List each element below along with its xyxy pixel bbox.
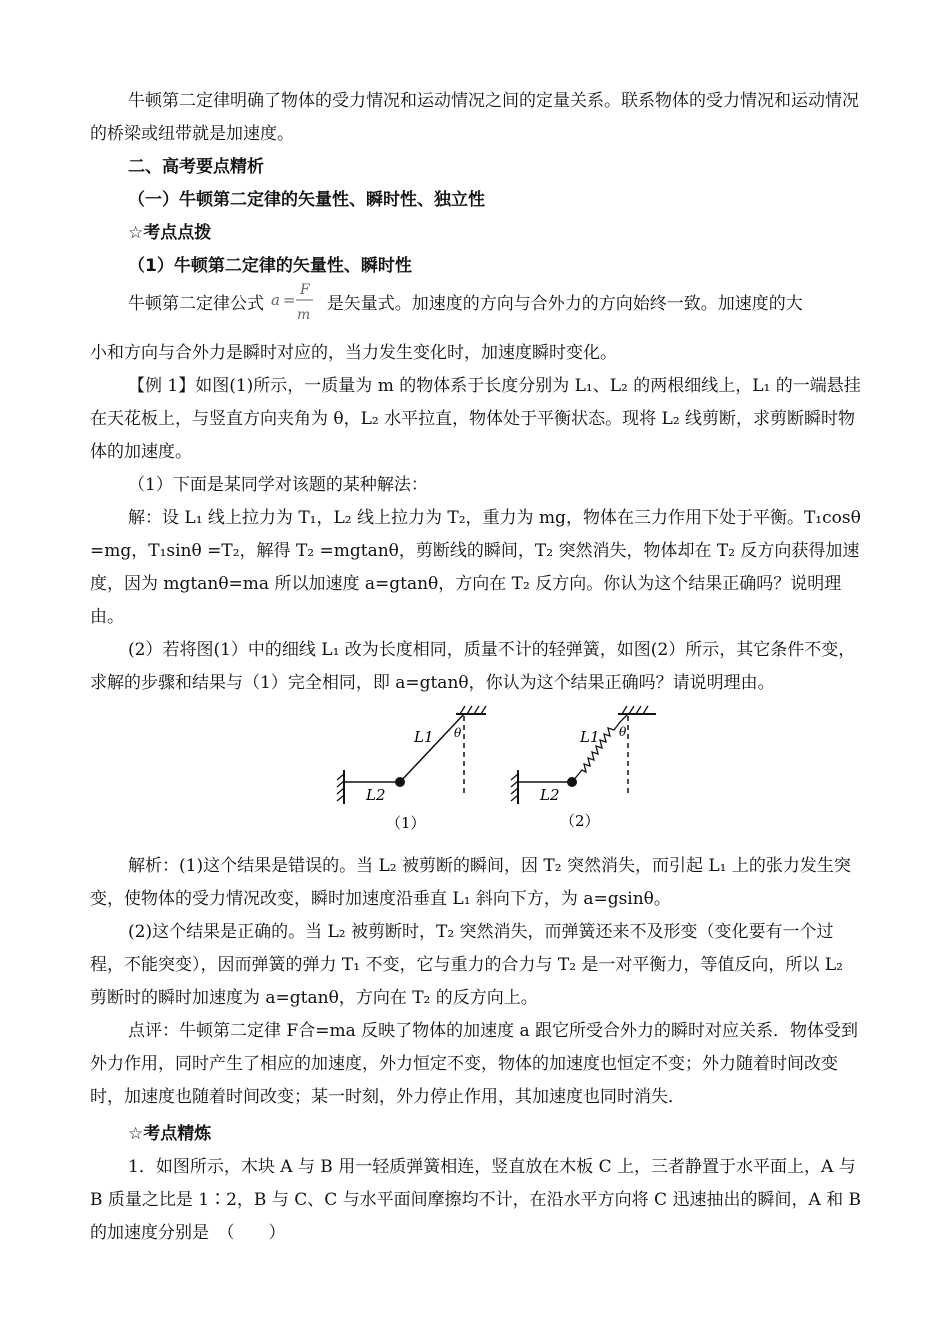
- subsection-heading: （一）牛顿第二定律的矢量性、瞬时性、独立性: [128, 190, 485, 210]
- key-points-heading: ☆考点点拨: [128, 223, 212, 243]
- formula-trailing-text: 是矢量式。加速度的方向与合外力的方向始终一致。加速度的大: [326, 294, 803, 314]
- label-L2-fig1: L2: [366, 786, 386, 804]
- caption-fig2: （2）: [560, 812, 600, 830]
- formula-lead-text: 牛顿第二定律公式: [128, 294, 264, 314]
- formula-a-equals-f-over-m: [269, 282, 321, 323]
- figure-2: [511, 706, 656, 830]
- caption-fig1: （1）: [386, 814, 426, 832]
- example-1-text: 【例 1】如图(1)所示，一质量为 m 的物体系于长度分别为 L₁、L₂ 的两根细线上，L₁ 的一端悬挂在天花板上，与竖直方向夹角为 θ，L₂ 水平拉直，物体处于平衡状态。现将 L₂ 线剪断，求剪断瞬时物体的加速度。: [90, 376, 861, 462]
- formula-paragraph-cont: 小和方向与合外力是瞬时对应的，当力发生变化时，加速度瞬时变化。: [90, 343, 617, 363]
- intro-paragraph: 牛顿第二定律明确了物体的受力情况和运动情况之间的定量关系。联系物体的受力情况和运动情况的桥梁或纽带就是加速度。: [90, 91, 859, 144]
- physics-figures: [330, 700, 660, 840]
- label-L1-fig2: L1: [580, 728, 600, 746]
- exercise-1-text: 1．如图所示，木块 A 与 B 用一轻质弹簧相连，竖直放在木板 C 上，三者静置于水平面上，A 与 B 质量之比是 1∶2，B 与 C、C 与水平面间摩擦均不计，在沿水平方向将 C 迅速抽出的瞬间，A 和 B 的加速度分别是 （ ）: [90, 1157, 862, 1243]
- svg-text:F: F: [300, 282, 311, 298]
- fraction-formula-graphic: [269, 279, 321, 325]
- section-heading: 二、高考要点精析: [128, 157, 264, 177]
- label-L2-fig2: L2: [540, 786, 560, 804]
- svg-text:m: m: [297, 307, 311, 323]
- label-theta-fig1: θ: [454, 726, 462, 740]
- svg-text:=: =: [283, 291, 296, 309]
- figure-1: [337, 706, 486, 832]
- label-L1-fig1: L1: [414, 728, 434, 746]
- comment-text: 点评：牛顿第二定律 F合=ma 反映了物体的加速度 a 跟它所受合外力的瞬时对应关系．物体受到外力作用，同时产生了相应的加速度，外力恒定不变，物体的加速度也恒定不变；外力随着时间改变时，加速度也随着时间改变；某一时刻，外力停止作用，其加速度也同时消失．: [90, 1021, 859, 1107]
- label-theta-fig2: θ: [619, 725, 627, 739]
- analysis-1-text: 解析：(1)这个结果是错误的。当 L₂ 被剪断的瞬间，因 T₂ 突然消失，而引起 L₁ 上的张力发生突变，使物体的受力情况改变，瞬时加速度沿垂直 L₁ 斜向下方，为 a=gsinθ。: [90, 856, 851, 909]
- question-2-text: (2）若将图(1）中的细线 L₁ 改为长度相同，质量不计的轻弹簧，如图(2）所示，其它条件不变，求解的步骤和结果与（1）完全相同，即 a=gtanθ，你认为这个结果正确吗？请说明理由。: [90, 640, 856, 693]
- formula-paragraph: [90, 282, 864, 323]
- solution-1-text: 解：设 L₁ 线上拉力为 T₁，L₂ 线上拉力为 T₂，重力为 mg，物体在三力作用下处于平衡。T₁cosθ =mg，T₁sinθ =T₂，解得 T₂ =mgtanθ，剪断线的瞬间，T₂ 突然消失，物体却在 T₂ 反方向获得加速度，因为 mgtanθ=ma 所以加速度 a=gtanθ，方向在 T₂ 反方向。你认为这个结果正确吗？说明理由。: [90, 508, 861, 627]
- svg-text:a: a: [271, 291, 281, 309]
- point-heading: （1）牛顿第二定律的矢量性、瞬时性: [128, 256, 412, 276]
- figure-svg: [330, 700, 660, 840]
- question-1-text: （1）下面是某同学对该题的某种解法：: [128, 475, 428, 495]
- analysis-2-text: (2)这个结果是正确的。当 L₂ 被剪断时，T₂ 突然消失，而弹簧还来不及形变（变化要有一个过程，不能突变），因而弹簧的弹力 T₁ 不变，它与重力的合力与 T₂ 是一对平衡力，等值反向，所以 L₂ 剪断时的瞬时加速度为 a=gtanθ，方向在 T₂ 的反方向上。: [90, 922, 843, 1008]
- practice-heading: ☆考点精炼: [128, 1124, 212, 1144]
